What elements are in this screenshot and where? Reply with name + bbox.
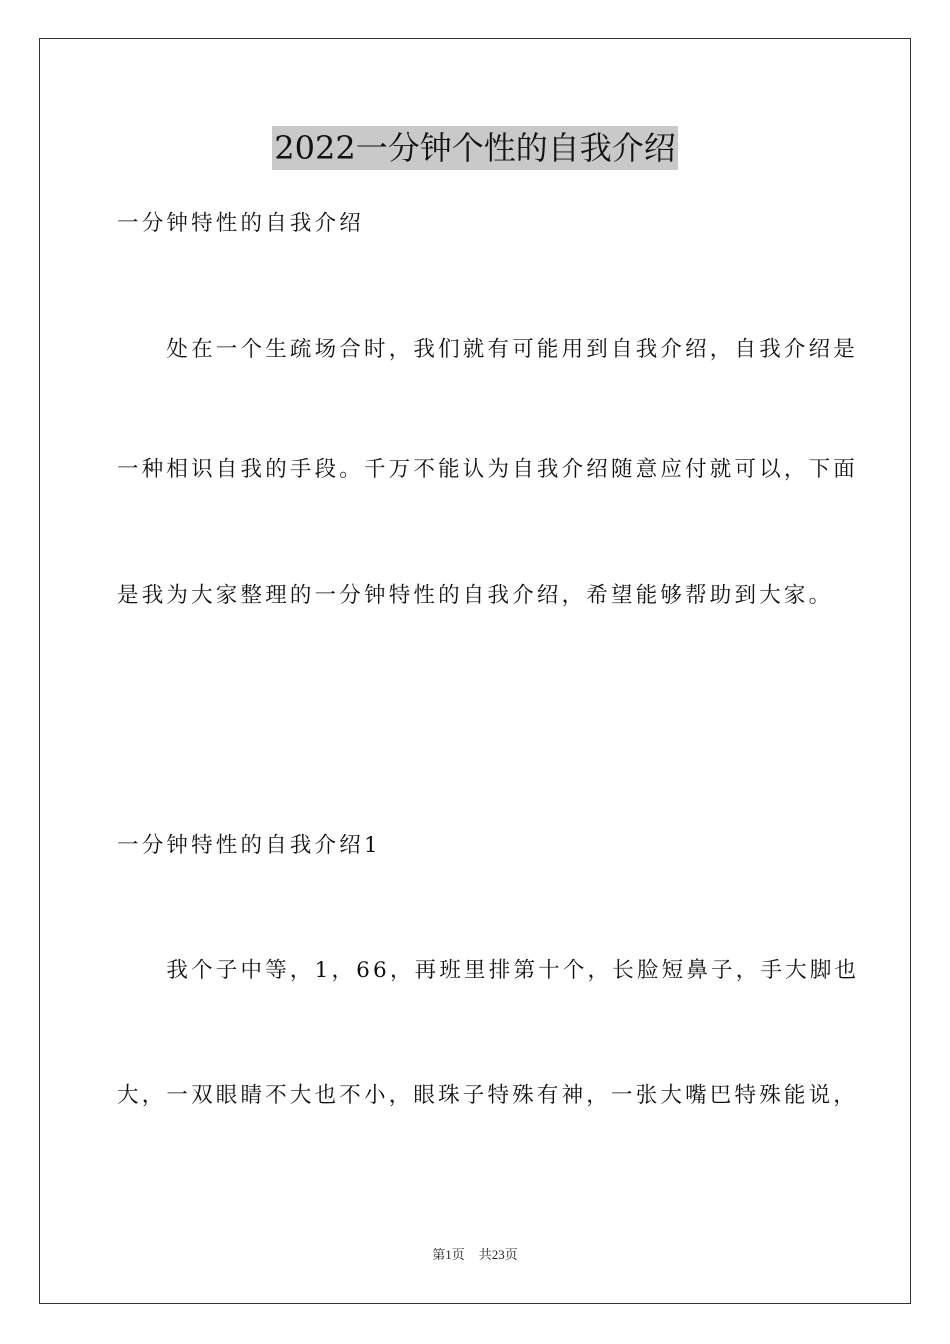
document-title-text: 2022一分钟个性的自我介绍 xyxy=(272,126,677,170)
document-title xyxy=(0,126,950,170)
intro-line-3: 是我为大家整理的一分钟特性的自我介绍，希望能够帮助到大家。 xyxy=(117,583,834,608)
page-number: 第1页 xyxy=(432,1247,465,1262)
body-line-1: 我个子中等，1，66，再班里排第十个，长脸短鼻子，手大脚也 xyxy=(117,958,860,983)
section-heading: 一分钟特性的自我介绍1 xyxy=(117,833,381,858)
page-total: 共23页 xyxy=(478,1247,518,1262)
page-footer xyxy=(0,1246,950,1264)
body-line-2: 大，一双眼睛不大也不小，眼珠子特殊有神，一张大嘴巴特殊能说， xyxy=(117,1083,859,1108)
intro-line-2: 一种相识自我的手段。千万不能认为自我介绍随意应付就可以，下面 xyxy=(117,457,859,482)
subtitle-line: 一分钟特性的自我介绍 xyxy=(117,211,365,236)
intro-line-1: 处在一个生疏场合时，我们就有可能用到自我介绍，自我介绍是 xyxy=(117,337,859,362)
